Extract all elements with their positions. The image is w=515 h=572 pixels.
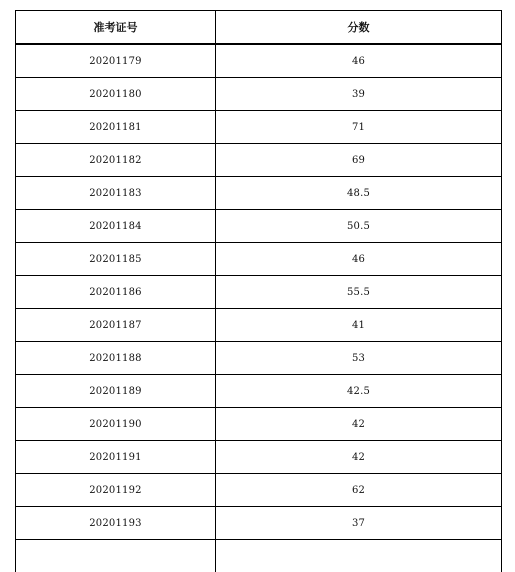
table-row	[16, 243, 502, 276]
table-row	[16, 276, 502, 309]
exam-id-cell: 20201180	[16, 78, 216, 111]
score-cell: 46	[216, 243, 502, 276]
table-row	[16, 342, 502, 375]
score-table	[15, 10, 502, 572]
table-row	[16, 78, 502, 111]
exam-id-cell: 20201182	[16, 144, 216, 177]
exam-id-cell: 20201185	[16, 243, 216, 276]
table-row	[16, 507, 502, 540]
empty-cell	[216, 540, 502, 572]
score-cell: 42	[216, 441, 502, 474]
exam-id-cell: 20201190	[16, 408, 216, 441]
score-cell: 42.5	[216, 375, 502, 408]
exam-id-cell: 20201193	[16, 507, 216, 540]
score-cell: 62	[216, 474, 502, 507]
score-cell: 50.5	[216, 210, 502, 243]
table-row	[16, 474, 502, 507]
exam-id-cell: 20201192	[16, 474, 216, 507]
score-cell: 71	[216, 111, 502, 144]
exam-id-cell: 20201181	[16, 111, 216, 144]
exam-id-cell: 20201183	[16, 177, 216, 210]
score-cell: 39	[216, 78, 502, 111]
column-header-score: 分数	[216, 11, 502, 45]
empty-cell	[16, 540, 216, 572]
table-row	[16, 375, 502, 408]
score-cell: 37	[216, 507, 502, 540]
score-cell: 53	[216, 342, 502, 375]
exam-id-cell: 20201191	[16, 441, 216, 474]
score-cell: 46	[216, 44, 502, 78]
table-row	[16, 441, 502, 474]
exam-id-cell: 20201187	[16, 309, 216, 342]
exam-id-cell: 20201184	[16, 210, 216, 243]
score-cell: 42	[216, 408, 502, 441]
table-row	[16, 177, 502, 210]
table-row	[16, 144, 502, 177]
score-cell: 55.5	[216, 276, 502, 309]
table-row-cut-off	[16, 540, 502, 572]
table-row	[16, 210, 502, 243]
score-cell: 48.5	[216, 177, 502, 210]
score-cell: 41	[216, 309, 502, 342]
table-row	[16, 408, 502, 441]
exam-id-cell: 20201179	[16, 44, 216, 78]
table-row	[16, 44, 502, 78]
exam-id-cell: 20201186	[16, 276, 216, 309]
exam-id-cell: 20201188	[16, 342, 216, 375]
table-header-row	[16, 11, 502, 45]
score-sheet	[15, 10, 501, 572]
column-header-exam-id: 准考证号	[16, 11, 216, 45]
table-row	[16, 309, 502, 342]
exam-id-cell: 20201189	[16, 375, 216, 408]
table-row	[16, 111, 502, 144]
score-cell: 69	[216, 144, 502, 177]
